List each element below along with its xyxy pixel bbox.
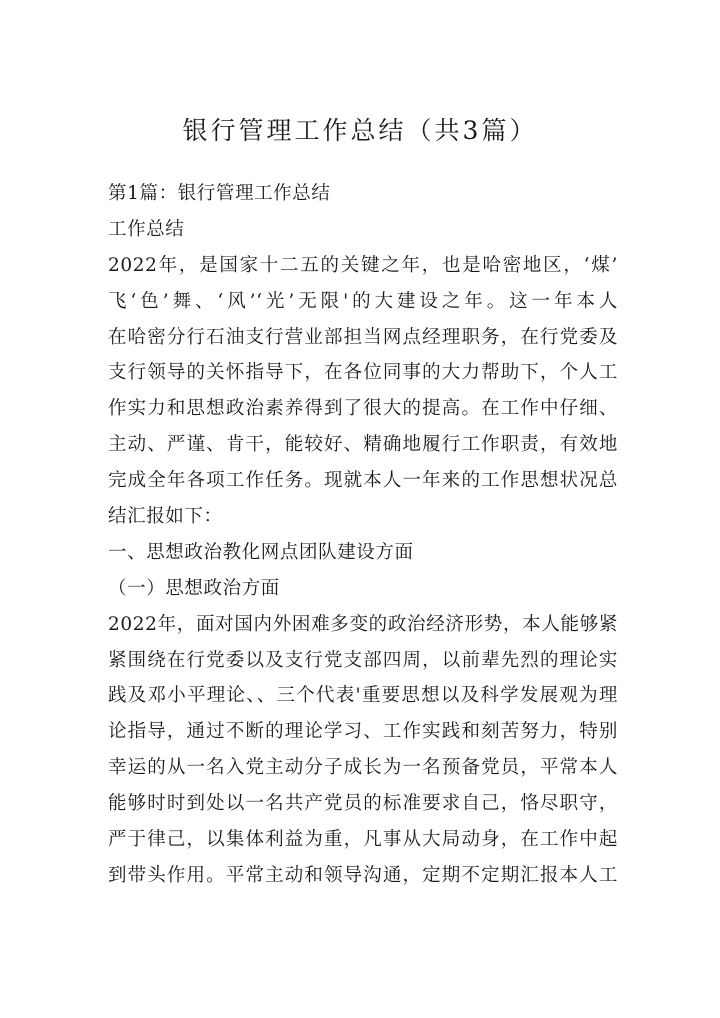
body-line: 完成全年各项工作任务。现就本人一年来的工作思想状况总 xyxy=(108,470,618,492)
body-line: 作实力和思想政治素养得到了很大的提高。在工作中仔细、 xyxy=(108,398,618,420)
body-line: 飞‘色’舞、‘风’‘光’无限'的大建设之年。这一年本人 xyxy=(108,290,618,312)
document-body xyxy=(108,176,618,894)
body-line: 践及邓小平理论、、三个代表'重要思想以及科学发展观为理 xyxy=(108,685,618,707)
body-line: 能够时时到处以一名共产党员的标准要求自己，恪尽职守， xyxy=(108,793,618,815)
body-line: 论指导，通过不断的理论学习、工作实践和刻苦努力，特别 xyxy=(108,721,618,743)
body-line: 工作总结 xyxy=(108,218,185,240)
body-line: 第1篇：银行管理工作总结 xyxy=(108,183,331,204)
body-line: 一、思想政治教化网点团队建设方面 xyxy=(108,541,414,563)
body-line: 结汇报如下： xyxy=(108,506,223,528)
body-line: 2022年，面对国内外困难多变的政治经济形势，本人能够紧 xyxy=(108,613,618,635)
body-line: 紧围绕在行党委以及支行党支部四周，以前辈先烈的理论实 xyxy=(108,649,618,671)
body-line: 支行领导的关怀指导下，在各位同事的大力帮助下，个人工 xyxy=(108,362,618,384)
body-line: 主动、严谨、肯干，能较好、精确地履行工作职责，有效地 xyxy=(108,434,618,456)
body-line: （一）思想政治方面 xyxy=(108,577,280,599)
body-line: 严于律己，以集体利益为重，凡事从大局动身，在工作中起 xyxy=(108,829,618,851)
body-line: 幸运的从一名入党主动分子成长为一名预备党员，平常本人 xyxy=(108,757,618,779)
body-line: 到带头作用。平常主动和领导沟通，定期不定期汇报本人工 xyxy=(108,864,618,886)
body-line: 2022年，是国家十二五的关键之年，也是哈密地区，‘煤’ xyxy=(108,254,618,276)
document-title: 银行管理工作总结（共3篇） xyxy=(182,116,538,145)
body-line: 在哈密分行石油支行营业部担当网点经理职务，在行党委及 xyxy=(108,326,618,348)
